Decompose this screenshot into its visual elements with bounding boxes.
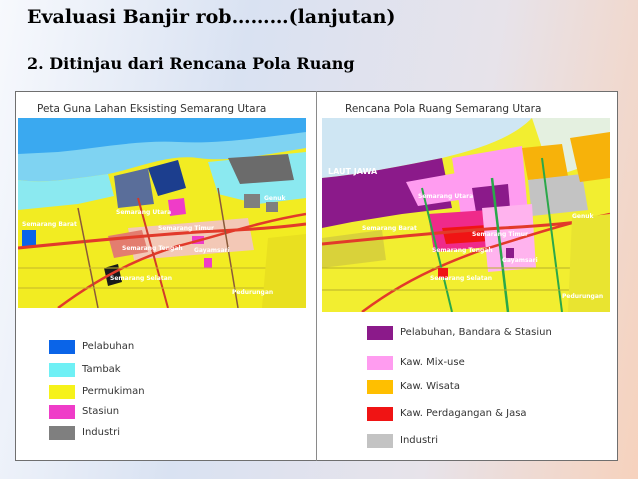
label-semarang-selatan: Semarang Selatan xyxy=(110,275,173,282)
legend-label: Kaw. Perdagangan & Jasa xyxy=(400,408,527,419)
label-semarang-timur-plan: Semarang Timur xyxy=(472,231,528,238)
label-genuk-plan: Genuk xyxy=(572,213,594,220)
left-land-use-map xyxy=(18,118,306,308)
legend-swatch xyxy=(367,434,393,448)
label-gayamsari: Gayamsari xyxy=(194,247,230,254)
legend-label: Stasiun xyxy=(82,406,120,417)
label-pedurungan: Pedurungan xyxy=(232,289,274,296)
legend-label: Tambak xyxy=(82,364,121,375)
legend-swatch xyxy=(49,363,75,377)
label-laut-jawa: LAUT JAWA xyxy=(328,167,378,176)
label-semarang-selatan-plan: Semarang Selatan xyxy=(430,275,493,282)
legend-label: Pelabuhan, Bandara & Stasiun xyxy=(400,327,552,338)
legend-swatch xyxy=(49,385,75,399)
legend-label: Industri xyxy=(82,427,120,438)
label-semarang-utara-plan: Semarang Utara xyxy=(418,193,474,200)
label-semarang-timur: Semarang Timur xyxy=(158,225,214,232)
legend-label: Kaw. Mix-use xyxy=(400,357,465,368)
label-gayamsari-plan: Gayamsari xyxy=(502,257,538,264)
right-spatial-plan-map xyxy=(322,118,610,312)
legend-swatch xyxy=(49,405,75,419)
legend-swatch xyxy=(49,340,75,354)
legend-label: Pelabuhan xyxy=(82,341,135,352)
slide-subtitle: 2. Ditinjau dari Rencana Pola Ruang xyxy=(27,54,355,73)
legend-swatch xyxy=(367,380,393,394)
right-map-heading: Rencana Pola Ruang Semarang Utara xyxy=(345,103,542,115)
panel-divider xyxy=(316,91,317,461)
legend-swatch xyxy=(49,426,75,440)
left-map-heading: Peta Guna Lahan Eksisting Semarang Utara xyxy=(37,103,267,115)
label-semarang-barat-plan: Semarang Barat xyxy=(362,225,417,232)
legend-label: Permukiman xyxy=(82,386,145,397)
label-semarang-utara: Semarang Utara xyxy=(116,209,172,216)
slide-title: Evaluasi Banjir rob………(lanjutan) xyxy=(27,6,396,28)
legend-swatch xyxy=(367,407,393,421)
label-semarang-tengah-plan: Semarang Tengah xyxy=(432,247,493,254)
label-semarang-tengah: Semarang Tengah xyxy=(122,245,183,252)
label-pedurungan-plan: Pedurungan xyxy=(562,293,604,300)
label-genuk: Genuk xyxy=(264,195,286,202)
legend-label: Kaw. Wisata xyxy=(400,381,460,392)
legend-swatch xyxy=(367,356,393,370)
legend-label: Industri xyxy=(400,435,438,446)
label-semarang-barat: Semarang Barat xyxy=(22,221,77,228)
legend-swatch xyxy=(367,326,393,340)
